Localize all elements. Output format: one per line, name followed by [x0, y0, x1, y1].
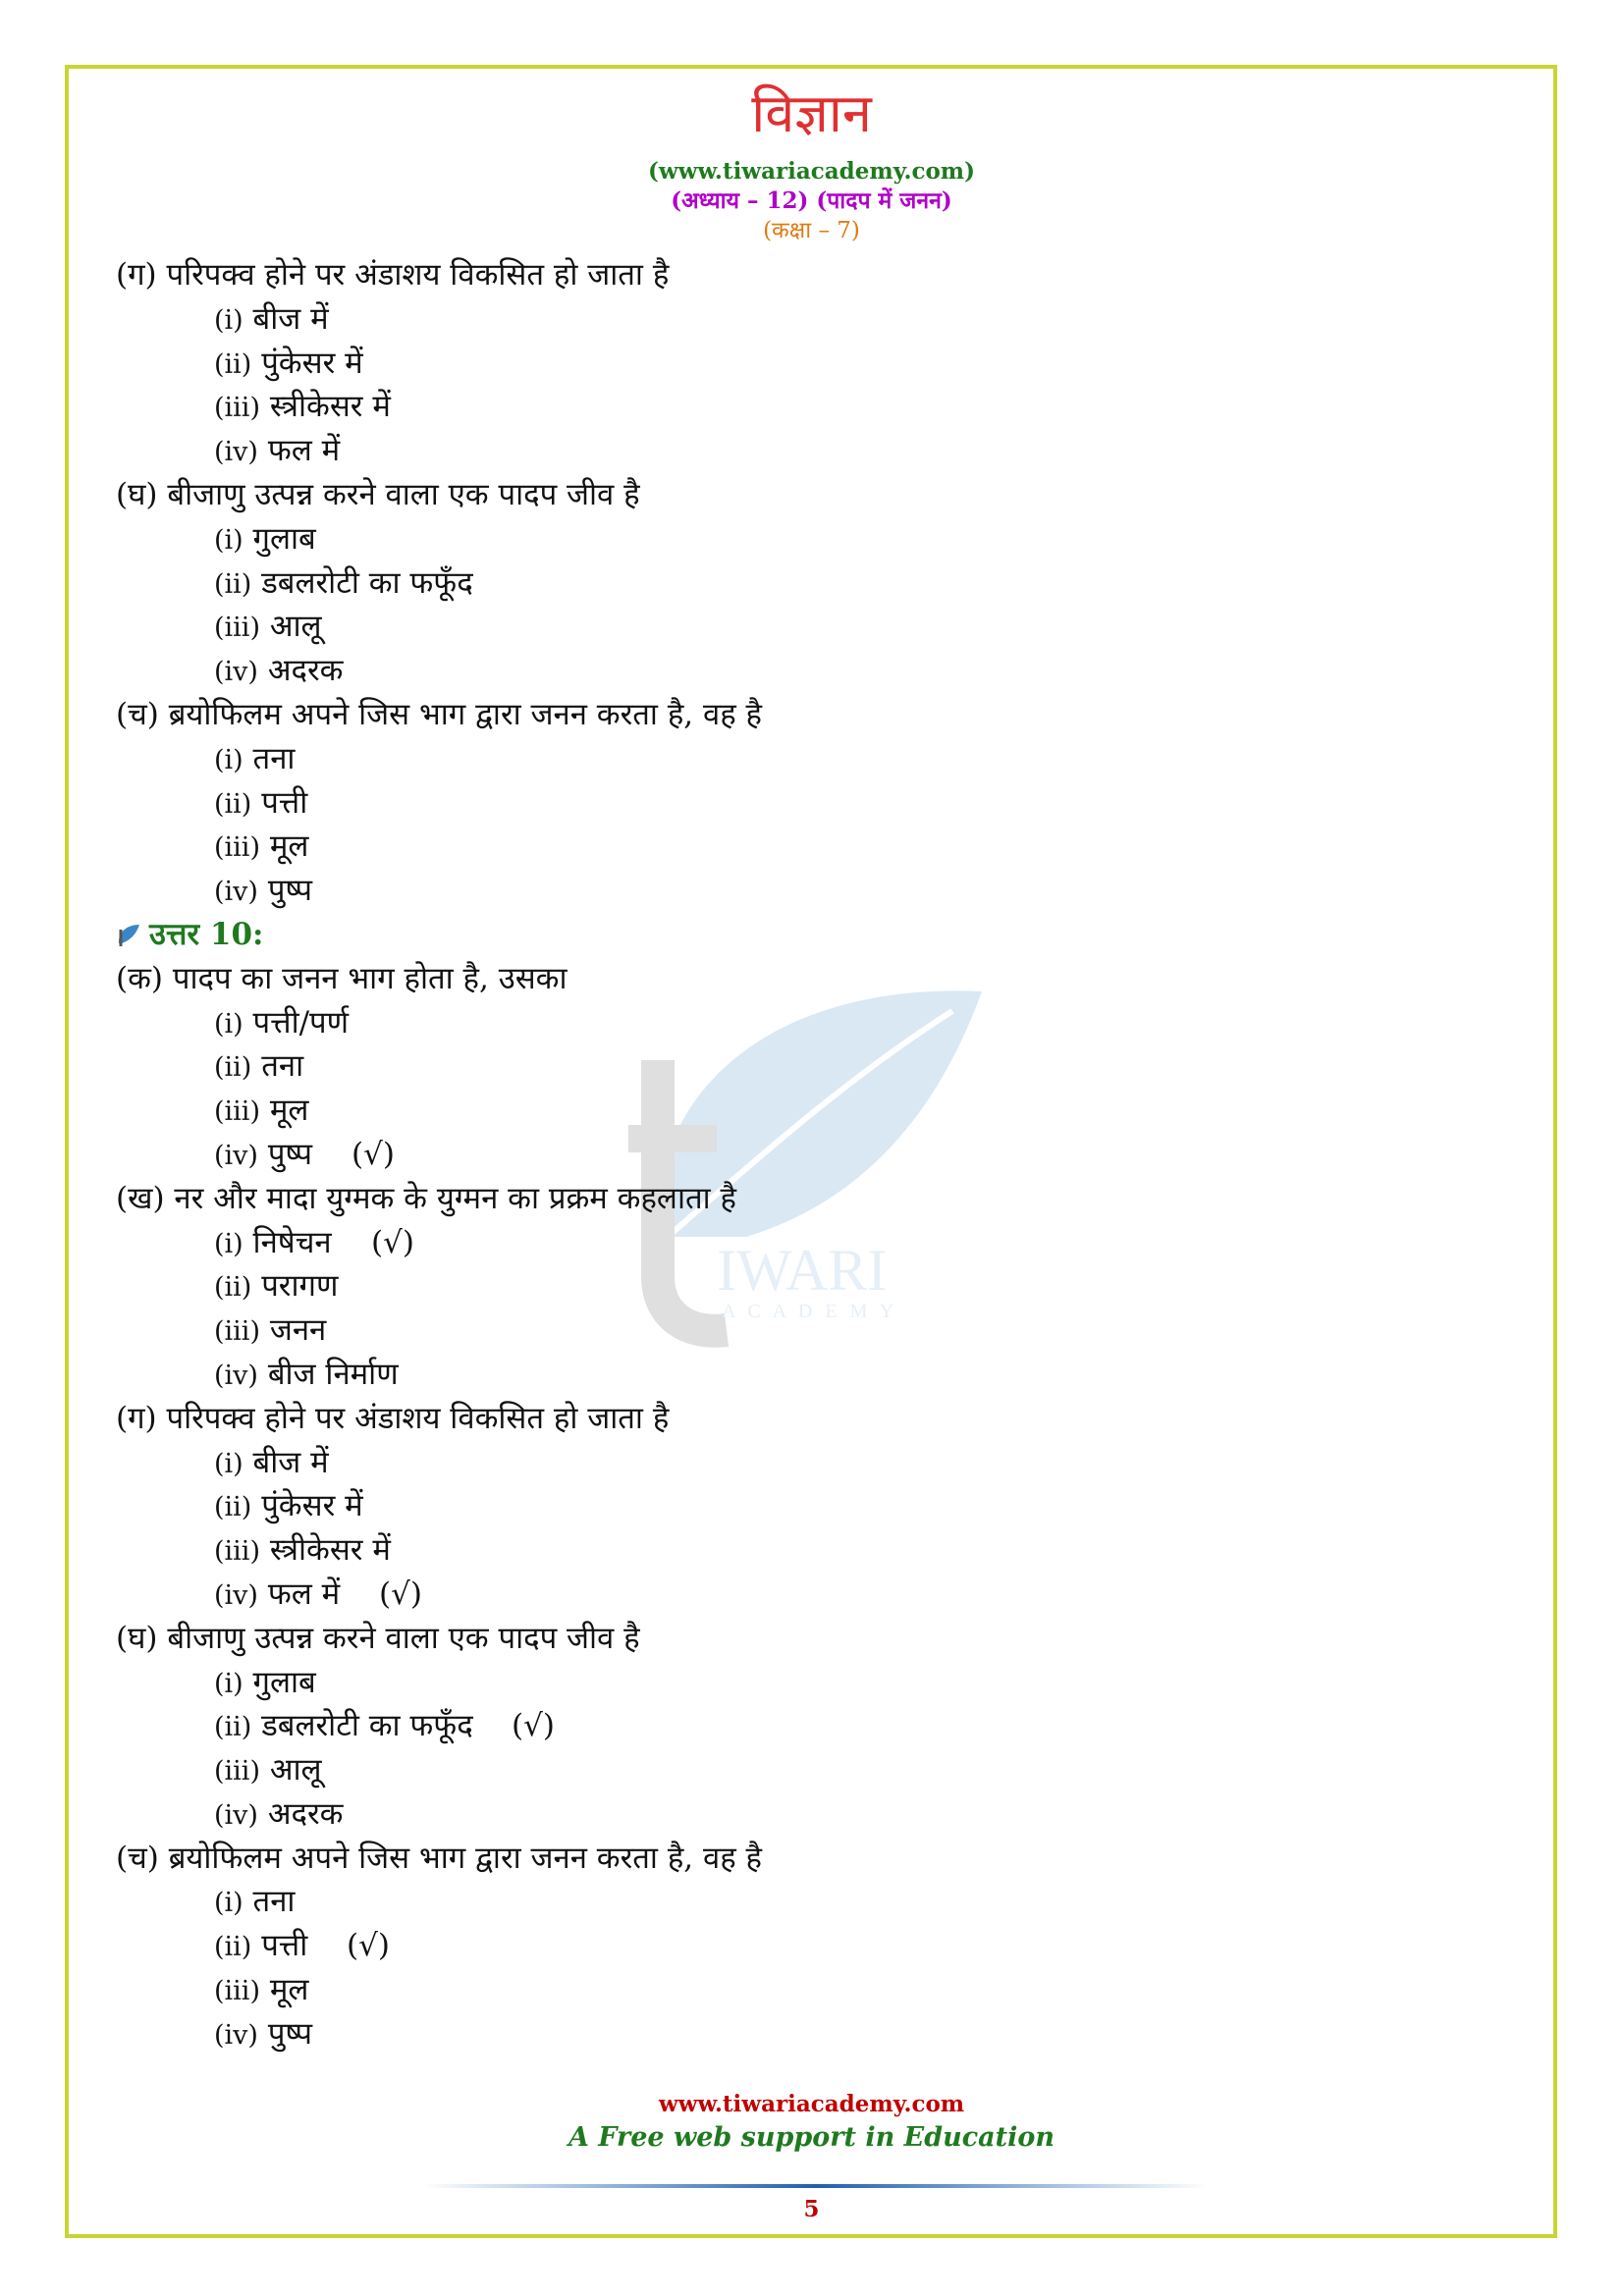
option-item	[116, 2012, 1490, 2056]
option-text: पुष्प	[257, 873, 313, 909]
option-number: (ii)	[214, 1932, 252, 1963]
option-item	[116, 1353, 1490, 1397]
option-text: तना	[243, 740, 296, 776]
option-item	[116, 517, 1490, 561]
option-number: (iv)	[214, 1579, 258, 1611]
option-number: (i)	[214, 524, 243, 556]
option-item	[116, 429, 1490, 473]
option-item	[116, 1044, 1490, 1089]
option-number: (iii)	[214, 1536, 260, 1568]
question-label: (ग) परिपक्व होने पर अंडाशय विकसित हो जाता है	[116, 257, 670, 293]
correct-tick-mark: (√)	[371, 1224, 414, 1260]
option-item	[116, 385, 1490, 429]
option-text: तना	[251, 1048, 304, 1085]
option-number: (iii)	[214, 1976, 260, 2007]
option-item	[116, 869, 1490, 913]
option-number: (iii)	[214, 1756, 260, 1788]
option-text: आलू	[259, 609, 322, 645]
option-number: (iv)	[214, 1360, 258, 1391]
option-number: (ii)	[214, 1712, 252, 1743]
chapter-label: (अध्याय – 12) (पादप में जनन)	[671, 187, 952, 214]
option-number: (i)	[214, 744, 243, 775]
question-label: (च) ब्रयोफिलम अपने जिस भाग द्वारा जनन करता है, वह है	[116, 1840, 762, 1876]
option-item	[116, 1528, 1490, 1573]
option-text: बीज में	[243, 1444, 329, 1480]
option-item	[116, 1704, 1490, 1748]
option-number: (i)	[214, 1228, 243, 1259]
option-item	[116, 297, 1490, 342]
option-item	[116, 1001, 1490, 1045]
option-number: (iii)	[214, 613, 260, 644]
option-text: पुंकेसर में	[251, 345, 363, 381]
option-number: (ii)	[214, 1052, 252, 1084]
option-number: (ii)	[214, 568, 252, 600]
option-text: स्त्रीकेसर में	[259, 1532, 391, 1569]
option-item	[116, 649, 1490, 693]
footer-divider	[422, 2184, 1208, 2188]
correct-tick-mark: (√)	[352, 1136, 395, 1172]
option-text: अदरक	[257, 1795, 344, 1832]
question-label: (क) पादप का जनन भाग होता है, उसका	[116, 960, 568, 996]
option-text: पुंकेसर में	[251, 1488, 363, 1524]
option-number: (iv)	[214, 437, 258, 468]
option-number: (i)	[214, 1888, 243, 1919]
option-number: (ii)	[214, 788, 252, 820]
questions-part2	[116, 957, 1490, 2056]
option-number: (i)	[214, 1668, 243, 1699]
option-text: फल में	[257, 1575, 341, 1612]
option-item	[116, 605, 1490, 649]
footer-tagline: A Free web support in Education	[568, 2122, 1055, 2153]
correct-tick-mark: (√)	[512, 1708, 555, 1744]
option-number: (ii)	[214, 348, 252, 380]
option-item	[116, 1573, 1490, 1617]
option-item	[116, 342, 1490, 386]
watermark-subtext: A C A D E M Y	[722, 1301, 898, 1322]
page-footer	[0, 2089, 1623, 2156]
class-label: (कक्षा – 7)	[763, 218, 860, 243]
answer-heading-text: उत्तर 10:	[149, 916, 264, 952]
option-item	[116, 1484, 1490, 1528]
option-item	[116, 1264, 1490, 1308]
option-item	[116, 1661, 1490, 1705]
option-text: मूल	[259, 1093, 309, 1129]
option-text: बीज निर्माण	[257, 1356, 399, 1392]
page-header	[0, 80, 1623, 245]
option-number: (ii)	[214, 1492, 252, 1523]
option-text: अदरक	[257, 653, 344, 689]
option-number: (iii)	[214, 1096, 260, 1128]
option-text: आलू	[259, 1752, 322, 1789]
option-item	[116, 1880, 1490, 1924]
option-text: पुष्प	[257, 1136, 313, 1172]
option-number: (iv)	[214, 877, 258, 908]
option-text: गुलाब	[243, 520, 316, 557]
question-label: (ख) नर और मादा युग्मक के युग्मन का प्रक्रम कहलाता है	[116, 1180, 736, 1216]
correct-tick-mark: (√)	[347, 1928, 390, 1964]
option-item	[116, 1221, 1490, 1265]
option-item	[116, 1748, 1490, 1792]
option-item	[116, 1924, 1490, 1968]
option-number: (iv)	[214, 1140, 258, 1171]
option-item	[116, 561, 1490, 606]
option-text: मूल	[259, 1972, 309, 2008]
option-item	[116, 825, 1490, 869]
option-item	[116, 1089, 1490, 1133]
option-item	[116, 1441, 1490, 1485]
option-number: (iii)	[214, 832, 260, 864]
answer-heading	[116, 913, 1490, 957]
option-text: पत्ती	[251, 1928, 308, 1964]
option-item	[116, 1792, 1490, 1837]
option-text: फल में	[257, 433, 341, 469]
header-website: (www.tiwariacademy.com)	[647, 158, 976, 185]
question-label: (च) ब्रयोफिलम अपने जिस भाग द्वारा जनन करता है, वह है	[116, 696, 762, 732]
tiwari-small-icon	[116, 922, 141, 949]
option-text: डबलरोटी का फफूँद	[251, 564, 473, 601]
option-text: निषेचन	[243, 1224, 332, 1260]
option-number: (iv)	[214, 657, 258, 688]
option-item	[116, 737, 1490, 781]
option-item	[116, 1308, 1490, 1353]
page-content	[116, 253, 1490, 2056]
option-number: (i)	[214, 304, 243, 336]
option-item	[116, 1968, 1490, 2012]
page-title: विज्ञान	[751, 82, 872, 144]
option-text: बीज में	[243, 300, 329, 337]
option-number: (iii)	[214, 1316, 260, 1348]
option-text: पत्ती	[251, 784, 308, 821]
option-number: (iii)	[214, 393, 260, 424]
option-text: पत्ती/पर्ण	[243, 1004, 350, 1041]
footer-website: www.tiwariacademy.com	[658, 2091, 965, 2117]
option-number: (iv)	[214, 2019, 258, 2051]
option-number: (i)	[214, 1448, 243, 1479]
option-number: (i)	[214, 1008, 243, 1040]
option-number: (iv)	[214, 1799, 258, 1831]
option-item	[116, 1133, 1490, 1177]
option-text: स्त्रीकेसर में	[259, 389, 391, 425]
option-text: मूल	[259, 828, 309, 865]
option-item	[116, 781, 1490, 826]
option-text: जनन	[259, 1312, 327, 1349]
option-number: (ii)	[214, 1272, 252, 1304]
questions-part1	[116, 253, 1490, 913]
question-label: (घ) बीजाणु उत्पन्न करने वाला एक पादप जीव है	[116, 1620, 640, 1656]
watermark-text: IWARI	[717, 1238, 888, 1303]
page-number: 5	[803, 2196, 820, 2222]
correct-tick-mark: (√)	[379, 1575, 422, 1612]
option-text: परागण	[251, 1268, 339, 1305]
question-label: (घ) बीजाणु उत्पन्न करने वाला एक पादप जीव है	[116, 476, 640, 512]
question-label: (ग) परिपक्व होने पर अंडाशय विकसित हो जाता है	[116, 1400, 670, 1436]
option-text: तना	[243, 1884, 296, 1920]
option-text: गुलाब	[243, 1664, 316, 1700]
option-text: पुष्प	[257, 2015, 313, 2052]
option-text: डबलरोटी का फफूँद	[251, 1708, 473, 1744]
